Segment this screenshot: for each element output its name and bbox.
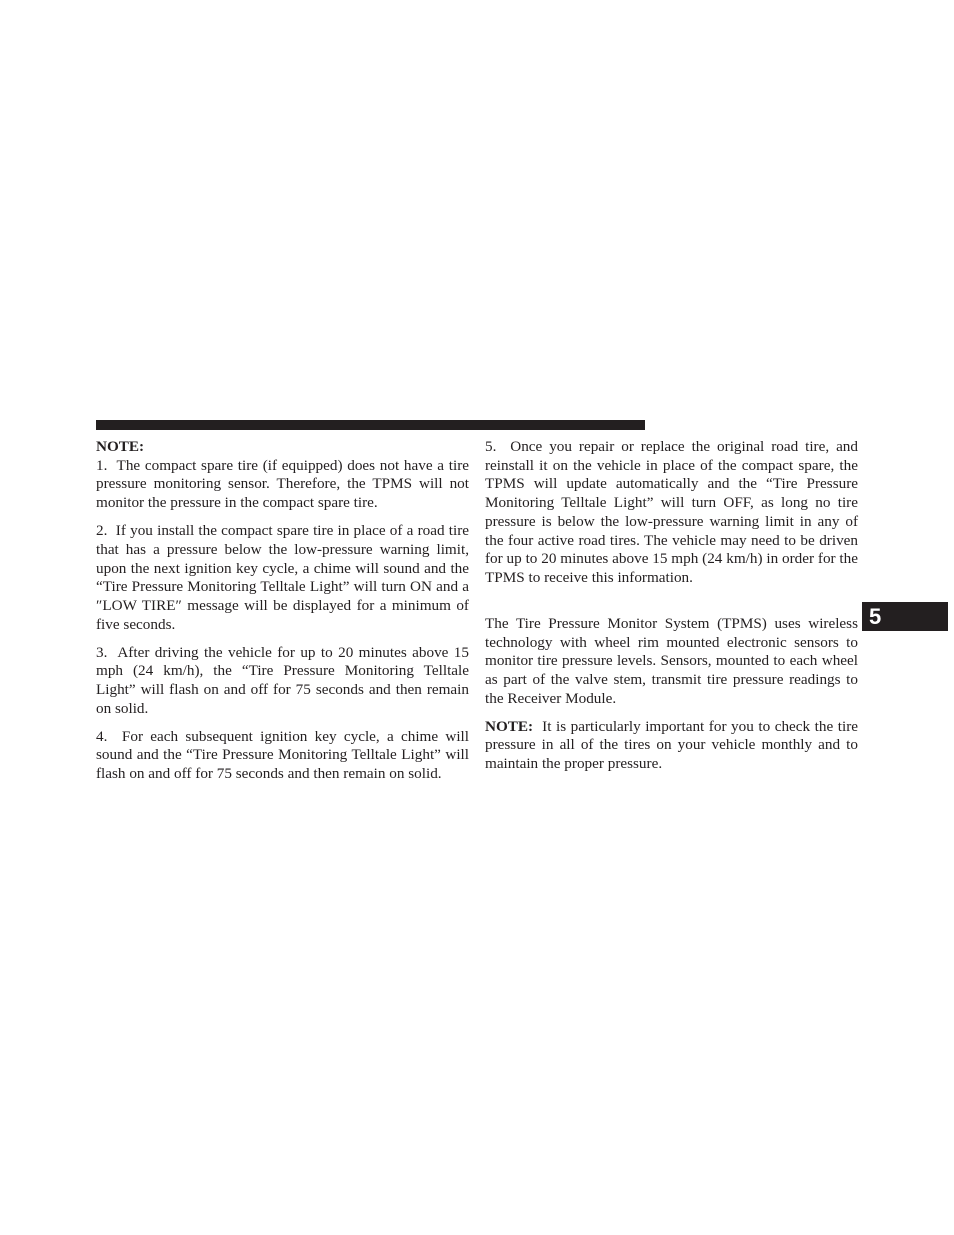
note-item-5: 5. Once you repair or replace the original road tire, and reinstall it on the vehicle in place of the compact spare, the TPMS will update automatically and the “Tire Pressure Monitoring Telltale Light” will turn OFF, as long no tire pressure is below the low-pressure warning limit in any of the four active road tires. The vehicle may need to be driven for up to 20 minutes above 15 mph (24 km/h) in order for the TPMS to receive this information. [485,438,858,586]
note-item-2: 2. If you install the compact spare tire in place of a road tire that has a pressure below the low-pressure warning limit, upon the next ignition key cycle, a chime will sound and the “Tire Pressure Monitoring Telltale Light” will turn ON and a ″LOW TIRE″ message will be displayed for a minimum of five seconds. [96,522,469,633]
left-column [96,438,469,793]
tpms-note-label: NOTE: [485,717,534,735]
section-header-rule [96,420,645,430]
chapter-tab [862,602,948,631]
chapter-number: 5 [869,604,882,629]
note-item-1: 1. The compact spare tire (if equipped) does not have a tire pressure monitoring sensor. Therefore, the TPMS will not monitor the pressure in the compact spare tire. [96,456,469,512]
note-item-3: 3. After driving the vehicle for up to 20 minutes above 15 mph (24 km/h), the “Tire Pressure Monitoring Telltale Light” will flash on and off for 75 seconds and then remain on solid. [96,643,469,717]
note-item-4: 4. For each subsequent ignition key cycle, a chime will sound and the “Tire Pressure Monitoring Telltale Light” will flash on and off for 75 seconds and then remain on solid. [96,727,469,783]
note-heading: NOTE: [96,438,145,455]
right-column [485,438,858,783]
section-spacer [485,597,858,615]
tpms-note-text: It is particularly important for you to check the tire pressure in all of the tires on your vehicle monthly and to maintain the proper pressure. [485,717,858,773]
tpms-note [485,718,858,774]
tpms-description: The Tire Pressure Monitor System (TPMS) uses wireless technology with wheel rim mounted electronic sensors to monitor tire pressure levels. Sensors, mounted to each wheel as part of the valve stem, transmit tire pressure readings to the Receiver Module. [485,614,858,707]
